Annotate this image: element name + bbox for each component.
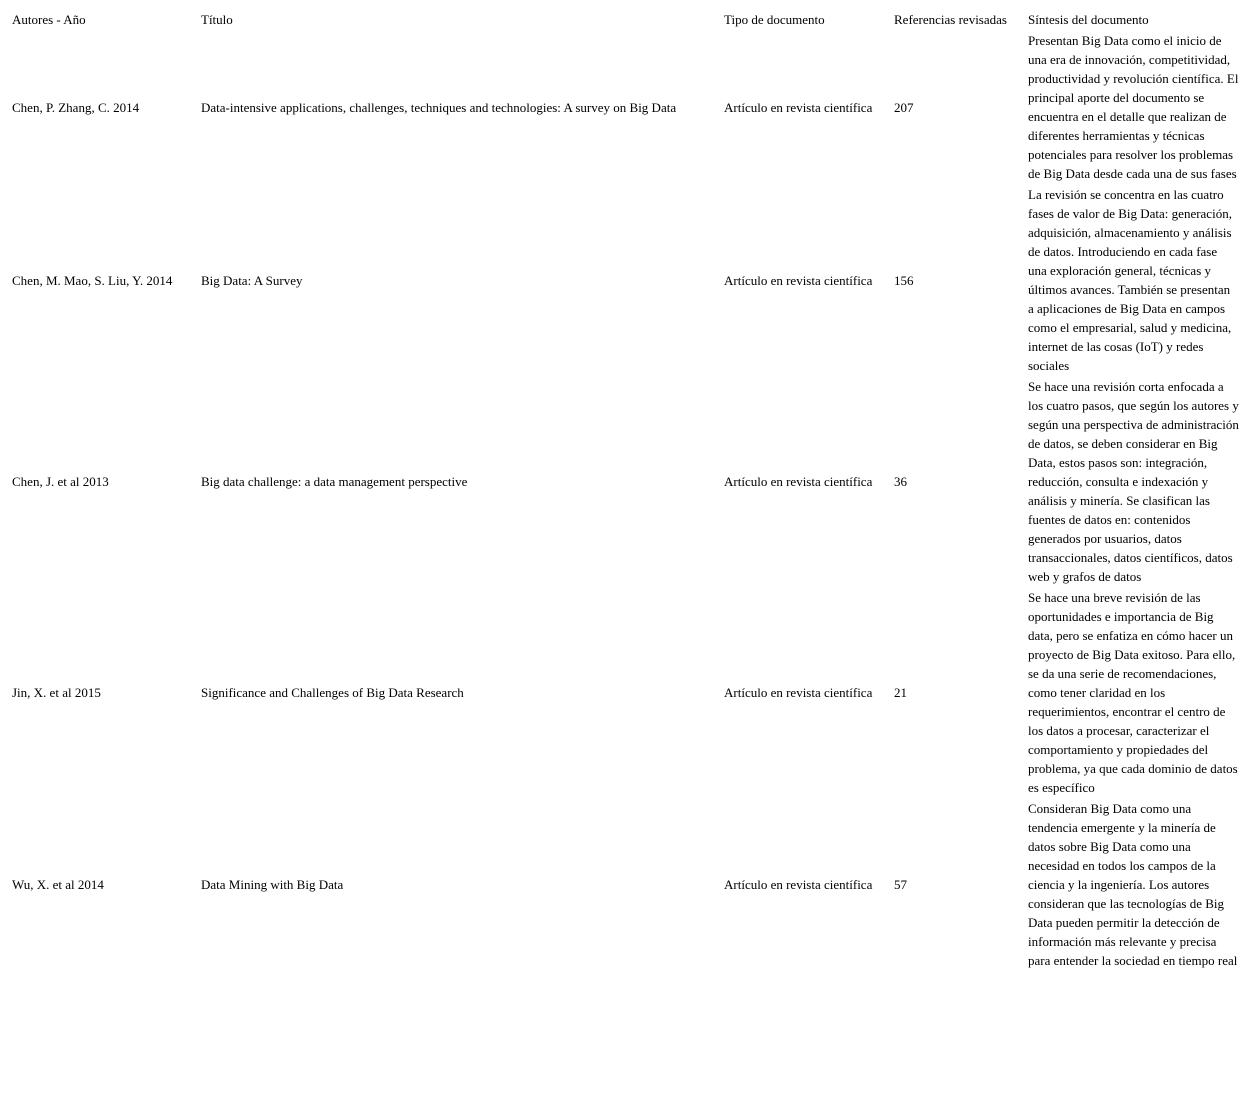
table-row (12, 185, 1239, 375)
header-row (12, 10, 1239, 29)
cell-tipo: Artículo en revista científica (724, 877, 873, 892)
cell-autores: Jin, X. et al 2015 (12, 685, 101, 700)
cell-tipo: Artículo en revista científica (724, 272, 873, 288)
cell-referencias: 36 (894, 474, 907, 489)
cell-autores: Chen, M. Mao, S. Liu, Y. 2014 (12, 272, 173, 288)
cell-referencias: 207 (894, 99, 914, 115)
table-row (12, 377, 1239, 586)
table-row (12, 588, 1239, 797)
cell-sintesis: Se hace una breve revisión de las oportunidades e importancia de Big data, pero se enfatiza en cómo hacer un proyecto de Big Data exitoso. Para ello, se da una serie de recomendaciones, como tener claridad en los requerimientos, encontrar el centro de los datos a procesar, caracterizar el comportamiento y propiedades del problema, ya que cada dominio de datos es específico (1028, 590, 1238, 795)
table-row (12, 799, 1239, 970)
cell-referencias: 156 (894, 272, 914, 288)
cell-referencias: 21 (894, 685, 907, 700)
cell-autores: Chen, J. et al 2013 (12, 474, 109, 489)
cell-tipo: Artículo en revista científica (724, 474, 873, 489)
table-row (12, 31, 1239, 183)
cell-sintesis: Presentan Big Data como el inicio de una era de innovación, competitividad, productividad y revolución científica. El principal aporte del documento se encuentra en el detalle que realizan de diferentes herramientas y técnicas potenciales para resolver los problemas de Big Data desde cada una de sus fases (1028, 33, 1239, 181)
cell-titulo: Significance and Challenges of Big Data Research (201, 685, 464, 700)
cell-tipo: Artículo en revista científica (724, 685, 873, 700)
literature-review-table (9, 8, 1242, 972)
cell-autores: Chen, P. Zhang, C. 2014 (12, 99, 140, 115)
header-autores: Autores - Año (12, 12, 86, 27)
cell-tipo: Artículo en revista científica (724, 99, 873, 115)
header-sintesis: Síntesis del documento (1028, 12, 1149, 27)
cell-referencias: 57 (894, 877, 907, 892)
cell-sintesis: La revisión se concentra en las cuatro fases de valor de Big Data: generación, adquisición, almacenamiento y análisis de datos. Introduciendo en cada fase una exploración general, técnicas y últimos avances. También se presentan a aplicaciones de Big Data en campos como el empresarial, salud y medicina, internet de las cosas (IoT) y redes sociales (1028, 187, 1232, 373)
cell-titulo: Data Mining with Big Data (201, 877, 344, 892)
cell-sintesis: Consideran Big Data como una tendencia emergente y la minería de datos sobre Big Data como una necesidad en todos los campos de la ciencia y la ingeniería. Los autores consideran que las tecnologías de Big Data pueden permitir la detección de información más relevante y precisa para entender la sociedad en tiempo real (1028, 801, 1238, 968)
header-tipo: Tipo de documento (724, 12, 825, 27)
cell-sintesis: Se hace una revisión corta enfocada a los cuatro pasos, que según los autores y según una perspectiva de administración de datos, se deben considerar en Big Data, estos pasos son: integración, reducción, consulta e indexación y análisis y minería. Se clasifican las fuentes de datos en: contenidos generados por usuarios, datos transaccionales, datos científicos, datos web y grafos de datos (1028, 379, 1239, 584)
header-referencias: Referencias revisadas (894, 12, 1007, 27)
cell-autores: Wu, X. et al 2014 (12, 877, 104, 892)
cell-titulo: Big Data: A Survey (201, 272, 303, 288)
cell-titulo: Big data challenge: a data management perspective (201, 474, 468, 489)
header-titulo: Título (201, 12, 233, 27)
cell-titulo: Data-intensive applications, challenges, techniques and technologies: A survey on Big Data (201, 99, 677, 115)
